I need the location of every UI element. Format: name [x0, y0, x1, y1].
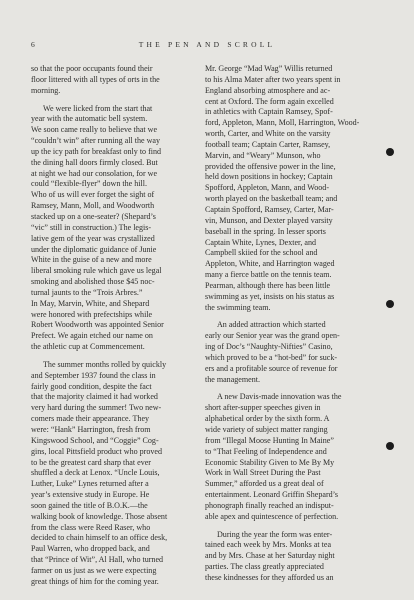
text-line: wide variety of subject matter ranging [205, 425, 328, 434]
text-line: cent at Oxford. The form again excelled [205, 96, 334, 106]
text-line: morning. [31, 85, 61, 95]
text-line: soon gained the title of B.O.K.—the [31, 500, 148, 510]
text-line: early our Senior year was the grand open- [205, 331, 340, 341]
text-line: lative gem of the year was crystallized [31, 233, 155, 243]
text-line: year’s extensive study in Europe. He [31, 490, 150, 500]
text-line: Luther, Luke” Lynes returned after a [31, 479, 149, 489]
text-line: worth, Carter, and White on the varsity [205, 129, 331, 139]
text-line: stacked up on a one-seater? (Shepard’s [31, 211, 156, 221]
text-line: these kindnesses for they afforded us an [205, 572, 334, 582]
text-line: that the majority claimed it had worked [31, 392, 158, 402]
left-column [31, 64, 199, 588]
text-line: that “Prince of Wit”, Al Hall, who turned [31, 555, 164, 565]
text-line: During the year the form was enter- [217, 529, 333, 539]
running-title: THE PEN AND SCROLL [138, 40, 276, 49]
text-line: A new Davis-made innovation was the [217, 392, 342, 402]
paragraph [205, 64, 373, 313]
text-line: the swimming team. [205, 302, 271, 312]
text-line: ers and a profitable source of revenue for [205, 363, 338, 373]
text-line: Paul Warren, who dropped back, and [31, 544, 150, 554]
text-line: floor littered with all types of orts in the [31, 74, 160, 84]
text-line: ing of Doc’s “Naughty-Nifties” Casino, [205, 342, 333, 352]
page-number: 6 [31, 40, 35, 49]
text-line: the management. [205, 374, 260, 384]
text-line: short after-supper speeches given in [205, 403, 321, 413]
binder-hole [386, 442, 394, 450]
text-line: Who of us will ever forget the sight of [31, 190, 155, 200]
text-line: swimming as yet, insists on his status as [205, 291, 335, 301]
text-line: and September 1937 found the class in [31, 370, 156, 380]
text-line: were honored with prefectships while [31, 309, 153, 319]
right-column [205, 64, 373, 584]
text-line: Appleton, White, and Harrington waged [205, 259, 335, 269]
text-line: An added attraction which started [217, 320, 326, 330]
text-line: smoking and abolished those $45 noc- [31, 277, 155, 287]
text-line: ford, Appleton, Mann, Moll, Harrington, Wood- [205, 118, 360, 128]
text-line: decided to chain himself to an office desk, [31, 533, 168, 543]
text-line: Summer,” afforded us a great deal of [205, 479, 324, 489]
text-line: so that the poor occupants found their [31, 64, 153, 73]
text-line: White in the guise of a new and more [31, 255, 152, 265]
text-line: parties. The class greatly appreciated [205, 562, 324, 572]
text-line: able apex and quintescence of perfection. [205, 511, 339, 521]
text-line: Campbell skiied for the school and [205, 248, 318, 258]
paragraph [205, 392, 373, 522]
text-line: the dining hall doors firmly closed. But [31, 157, 158, 167]
text-line: Prefect. We again etched our name on [31, 331, 153, 341]
text-line: to his Alma Mater after two years spent in [205, 74, 341, 84]
text-line: held down positions in hockey; Captain [205, 172, 333, 182]
text-line: under the diplomatic guidance of Junie [31, 244, 157, 254]
text-line: Mr. George “Mad Wag” Willis returned [205, 64, 333, 73]
paragraph [205, 530, 373, 584]
text-line: Marvin, and “Weary” Munson, who [205, 150, 321, 160]
text-line: from “Illegal Moose Hunting In Maine” [205, 435, 334, 445]
text-line: tained each week by Mrs. Monks at tea [205, 540, 332, 550]
text-line: In May, Marvin, White, and Shepard [31, 298, 150, 308]
text-line: “vic” still in construction.) The legis- [31, 222, 152, 232]
text-line: England absorbing atmosphere and ac- [205, 85, 331, 95]
text-line: walking book of knowledge. Those absent [31, 511, 168, 521]
text-line: worth played on the basketball team; and [205, 194, 338, 204]
paragraph [31, 64, 199, 97]
text-line: could “flexible-flyer” down the hill. [31, 179, 147, 189]
text-line: “couldn’t win” after running all the way [31, 136, 161, 146]
text-line: phonograph finally reached an indisput- [205, 500, 334, 510]
text-line: up the icy path for breakfast only to find [31, 146, 162, 156]
text-line: farmer on us just as we were expecting [31, 565, 157, 575]
text-line: Kingswood School, and “Coggie” Cog- [31, 435, 159, 445]
text-line: were: “Hank” Harrington, fresh from [31, 425, 151, 434]
text-line: Spofford, Appleton, Mann, and Wood- [205, 183, 329, 193]
text-line: football team; Captain Carter, Ramsey, [205, 139, 331, 149]
text-line: gins, local Pittsfield product who proved [31, 446, 162, 456]
text-line: shuffled a deck at Lenox. “Uncle Louis, [31, 468, 160, 478]
paragraph [31, 104, 199, 353]
text-line: Ramsey, Mann, Moll, and Woodworth [31, 201, 155, 211]
text-line: Pearman, although there has been little [205, 280, 331, 290]
text-line: the athletic cup at Commencement. [31, 342, 145, 352]
text-line: Work in Wall Street During the Past [205, 468, 321, 478]
binder-hole [386, 300, 394, 308]
text-line: to “That Feeling of Independence and [205, 446, 327, 456]
paragraph-gap [205, 523, 373, 530]
paragraph-gap [31, 97, 199, 104]
text-line: baseball in the spring. In lesser sports [205, 226, 326, 236]
text-line: Economic Stability Given to Me By My [205, 457, 335, 467]
text-line: entertainment. Leonard Griffin Shepard’s [205, 490, 339, 500]
text-line: We were licked from the start that [43, 103, 153, 113]
text-line: turnal jaunts to the “Trois Arbres.” [31, 287, 143, 297]
paragraph-gap [31, 353, 199, 360]
text-line: many a fierce battle on the tennis team. [205, 270, 332, 280]
text-line: to be the greatest card sharp that ever [31, 457, 151, 467]
text-line: The summer months rolled by quickly [43, 359, 167, 369]
binder-hole [386, 148, 394, 156]
paragraph [31, 360, 199, 588]
text-line: which proved to be a “hot-bed” for suck- [205, 352, 338, 362]
text-line: Captain White, Lynes, Dexter, and [205, 237, 317, 247]
text-line: and by Mrs. Chase at her Saturday night [205, 551, 335, 561]
text-line: We soon came really to believe that we [31, 125, 158, 135]
text-line: in athletics with Captain Ramsey, Spof- [205, 107, 333, 117]
text-line: very hard during the summer! Two new- [31, 403, 162, 413]
text-line: provided the offensive power in the line, [205, 161, 336, 171]
text-line: Captain Spofford, Ramsey, Carter, Mar- [205, 204, 334, 214]
text-line: comers made their appearance. They [31, 414, 150, 424]
paragraph [205, 320, 373, 385]
text-line: great things of him for the coming year. [31, 576, 159, 586]
text-line: vin, Munson, and Dexter played varsity [205, 215, 333, 225]
text-line: at night we had our consolation, for we [31, 168, 158, 178]
text-line: Robert Woodworth was appointed Senior [31, 320, 164, 330]
paragraph-gap [205, 313, 373, 320]
paragraph-gap [205, 385, 373, 392]
text-line: year with the automatic bell system. [31, 114, 148, 124]
text-line: alphabetical order by the sixth form. A [205, 414, 330, 424]
text-line: fairly good condition, despite the fact [31, 381, 152, 391]
text-line: liberal smoking rule which gave us legal [31, 266, 162, 276]
text-line: from the class were Reed Raser, who [31, 522, 151, 532]
